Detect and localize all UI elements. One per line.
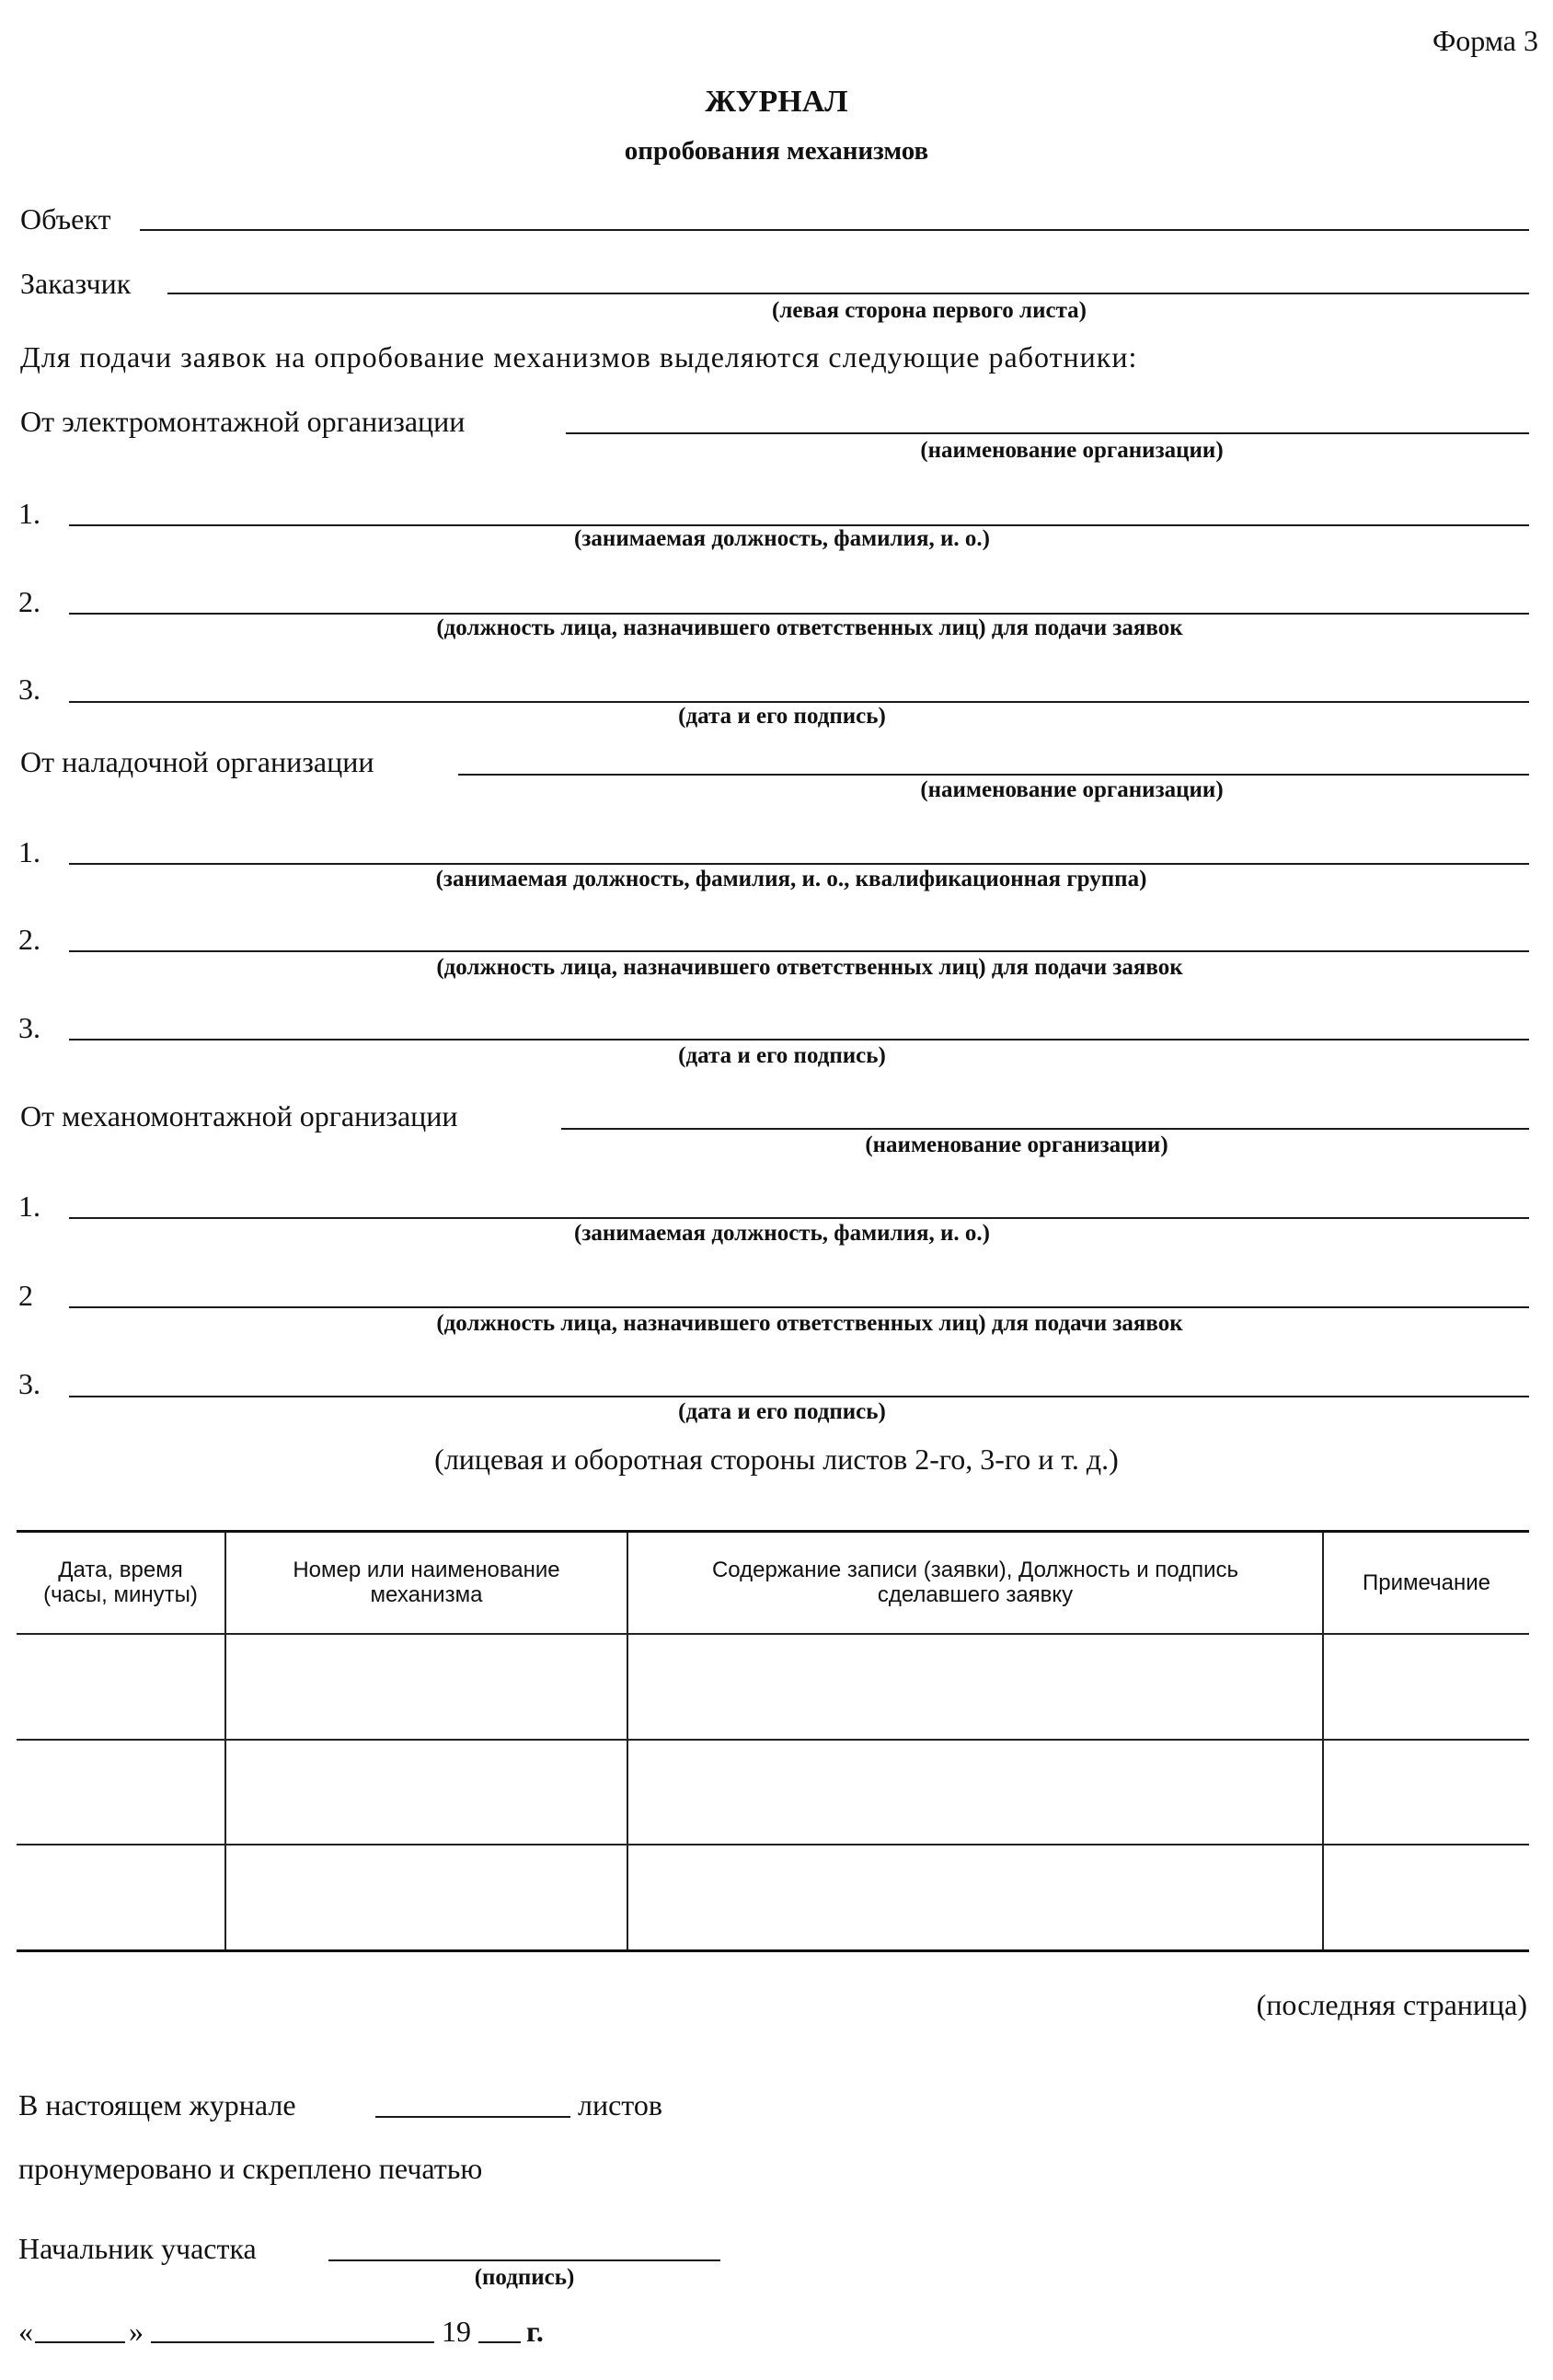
table-row — [17, 1740, 1529, 1845]
customer-label: Заказчик — [20, 267, 132, 300]
month-field[interactable] — [151, 2341, 434, 2343]
section-label: От механомонтажной организации — [20, 1099, 458, 1133]
item-number: 3. — [18, 1011, 40, 1044]
person-field[interactable] — [69, 1217, 1529, 1219]
table-header-row — [17, 1532, 1529, 1635]
table-cell[interactable] — [1323, 1845, 1529, 1950]
table-cell[interactable] — [17, 1845, 225, 1950]
item-number: 1. — [18, 1190, 40, 1223]
table-cell[interactable] — [1323, 1740, 1529, 1845]
records-table — [17, 1530, 1529, 1952]
year-suffix: г. — [526, 2315, 544, 2348]
item-number: 3. — [18, 1367, 40, 1400]
journal-prefix: В настоящем журнале — [18, 2088, 296, 2121]
signature-caption: (подпись) — [474, 2265, 575, 2290]
field-caption: (должность лица, назначившего ответственных лиц) для подачи заявок — [436, 615, 1183, 640]
field-caption: (занимаемая должность, фамилия, и. о., квалификационная группа) — [435, 867, 1147, 891]
section-label: От наладочной организации — [20, 745, 374, 778]
intro-text: Для подачи заявок на опробование механизмов выделяются следующие работники: — [20, 340, 1138, 374]
field-caption: (занимаемая должность, фамилия, и. о.) — [574, 1221, 990, 1246]
field-caption: (наименование организации) — [865, 1133, 1168, 1157]
table-row — [17, 1845, 1529, 1950]
table-cell[interactable] — [225, 1740, 627, 1845]
organization-field[interactable] — [566, 432, 1529, 434]
chief-label: Начальник участка — [18, 2232, 257, 2265]
person-field[interactable] — [69, 1396, 1529, 1397]
person-field[interactable] — [69, 1039, 1529, 1041]
day-field[interactable] — [35, 2341, 125, 2343]
person-field[interactable] — [69, 863, 1529, 865]
item-number: 2. — [18, 585, 40, 618]
sheets-caption: (лицевая и оборотная стороны листов 2-го, 3-го и т. д.) — [434, 1443, 1119, 1476]
column-header: Примечание — [1323, 1532, 1529, 1635]
table-cell[interactable] — [17, 1634, 225, 1740]
close-quote: » — [129, 2315, 144, 2348]
field-caption: (наименование организации) — [920, 777, 1224, 802]
organization-field[interactable] — [561, 1128, 1529, 1130]
field-caption: (дата и его подпись) — [678, 1043, 886, 1068]
item-number: 2 — [18, 1279, 33, 1312]
organization-field[interactable] — [458, 774, 1529, 776]
field-caption: (должность лица, назначившего ответственных лиц) для подачи заявок — [436, 955, 1183, 980]
table-cell[interactable] — [627, 1740, 1323, 1845]
item-number: 1. — [18, 497, 40, 530]
column-header: Содержание записи (заявки), Должность и подпись сделавшего заявку — [627, 1532, 1323, 1635]
field-caption: (дата и его подпись) — [678, 704, 886, 729]
last-page-caption: (последняя страница) — [1256, 1988, 1527, 2021]
item-number: 2. — [18, 923, 40, 956]
column-header: Номер или наименование механизма — [225, 1532, 627, 1635]
document-subtitle: опробования механизмов — [624, 136, 929, 166]
chief-signature-field[interactable] — [328, 2259, 720, 2261]
document-title: ЖУРНАЛ — [705, 85, 848, 119]
table-cell[interactable] — [627, 1634, 1323, 1740]
item-number: 1. — [18, 835, 40, 868]
sheets-count-field[interactable] — [375, 2116, 570, 2118]
person-field[interactable] — [69, 701, 1529, 703]
field-caption: (наименование организации) — [920, 438, 1224, 463]
person-field[interactable] — [69, 613, 1529, 615]
object-label: Объект — [20, 202, 111, 236]
field-caption: (дата и его подпись) — [678, 1399, 886, 1424]
table-cell[interactable] — [17, 1740, 225, 1845]
year-field[interactable] — [478, 2341, 521, 2343]
table-cell[interactable] — [225, 1845, 627, 1950]
form-number: Форма 3 — [1432, 24, 1538, 57]
first-sheet-caption: (левая сторона первого листа) — [772, 298, 1087, 323]
field-caption: (должность лица, назначившего ответственных лиц) для подачи заявок — [436, 1311, 1183, 1336]
field-caption: (занимаемая должность, фамилия, и. о.) — [574, 526, 990, 551]
item-number: 3. — [18, 673, 40, 706]
section-label: От электромонтажной организации — [20, 405, 466, 438]
column-header: Дата, время (часы, минуты) — [17, 1532, 225, 1635]
table-cell[interactable] — [225, 1634, 627, 1740]
numbered-text: пронумеровано и скреплено печатью — [18, 2152, 483, 2185]
object-field[interactable] — [140, 229, 1529, 231]
customer-field[interactable] — [167, 293, 1529, 294]
open-quote: « — [18, 2315, 33, 2348]
table-cell[interactable] — [627, 1845, 1323, 1950]
table-row — [17, 1634, 1529, 1740]
person-field[interactable] — [69, 950, 1529, 952]
year-prefix: 19 — [442, 2315, 471, 2348]
sheets-word: листов — [578, 2088, 662, 2121]
person-field[interactable] — [69, 1306, 1529, 1308]
table-cell[interactable] — [1323, 1634, 1529, 1740]
